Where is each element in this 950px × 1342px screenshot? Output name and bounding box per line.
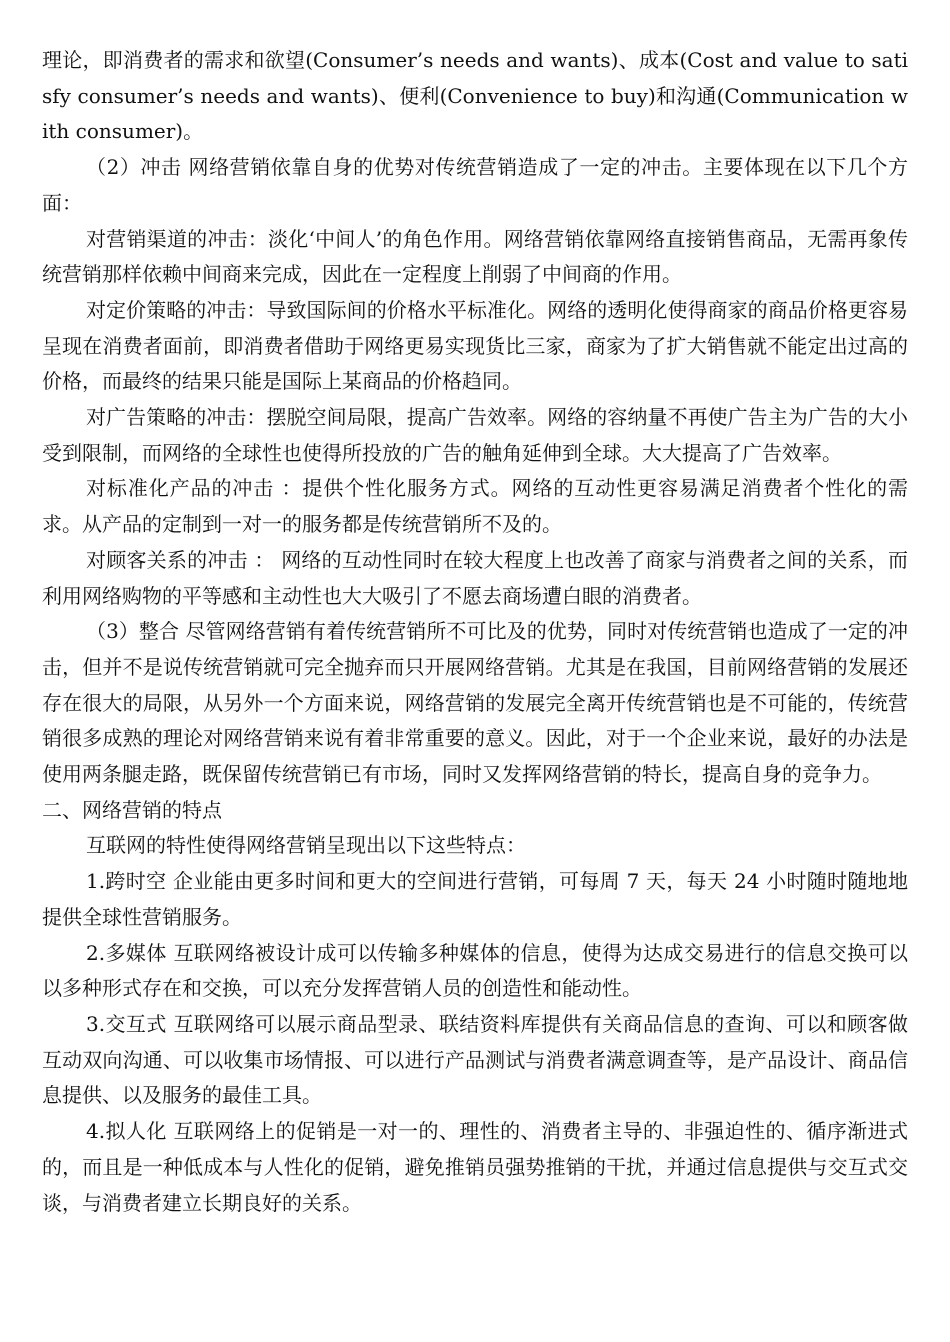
list-item-cross-time-space: 1.跨时空 企业能由更多时间和更大的空间进行营销，可每周 7 天，每天 24 小时随时随地地提供全球性营销服务。: [42, 869, 908, 929]
section-heading: 二、网络营销的特点: [42, 797, 222, 822]
list-item-personified: 4.拟人化 互联网络上的促销是一对一的、理性的、消费者主导的、非强迫性的、循序渐进式的，而且是一种低成本与人性化的促销，避免推销员强势推销的干扰，并通过信息提供与交互式交谈，与消费者建立长期良好的关系。: [42, 1119, 908, 1215]
paragraph-customer-impact: 对顾客关系的冲击 ： 网络的互动性同时在较大程度上也改善了商家与消费者之间的关系，而利用网络购物的平等感和主动性也大大吸引了不愿去商场遭白眼的消费者。: [42, 547, 908, 608]
paragraph-pricing-impact: 对定价策略的冲击：导致国际间的价格水平标准化。网络的透明化使得商家的商品价格更容易呈现在消费者面前，即消费者借助于网络更易实现货比三家，商家为了扩大销售就不能定出过高的价格，而最终的结果只能是国际上某商品的价格趋同。: [42, 297, 908, 394]
list-item-multimedia: 2.多媒体 互联网络被设计成可以传输多种媒体的信息，使得为达成交易进行的信息交换可以以多种形式存在和交换，可以充分发挥营销人员的创造性和能动性。: [42, 940, 908, 1001]
paragraph-impact-intro: （2）冲击 网络营销依靠自身的优势对传统营销造成了一定的冲击。主要体现在以下几个方面：: [42, 155, 908, 215]
paragraph-integration: （3）整合 尽管网络营销有着传统营销所不可比及的优势，同时对传统营销也造成了一定的冲击，但并不是说传统营销就可完全抛弃而只开展网络营销。尤其是在我国，目前网络营销的发展还存在很大的局限，从另外一个方面来说，网络营销的发展完全离开传统营销也是不可能的，传统营销很多成熟的理论对网络营销来说有着非常重要的意义。因此，对于一个企业来说，最好的办法是使用两条腿走路，既保留传统营销已有市场，同时又发挥网络营销的特长，提高自身的竞争力。: [42, 619, 908, 787]
paragraph-consumer-theory: 理论，即消费者的需求和欲望(Consumer’s needs and wants)、成本(Cost and value to satisfy consumer’s needs and wants)、便利(Convenience to buy)和沟通(Communication with consumer)。: [42, 48, 908, 144]
list-item-interactive: 3.交互式 互联网络可以展示商品型录、联结资料库提供有关商品信息的查询、可以和顾客做互动双向沟通、可以收集市场情报、可以进行产品测试与消费者满意调查等，是产品设计、商品信息提供、以及服务的最佳工具。: [42, 1011, 908, 1108]
paragraph-features-intro: 互联网的特性使得网络营销呈现出以下这些特点：: [86, 833, 526, 858]
paragraph-advertising-impact: 对广告策略的冲击：摆脱空间局限，提高广告效率。网络的容纳量不再使广告主为广告的大小受到限制，而网络的全球性也使得所投放的广告的触角延伸到全球。大大提高了广告效率。: [42, 405, 908, 465]
document-page: [42, 43, 908, 1221]
paragraph-channel-impact: 对营销渠道的冲击：淡化‘中间人’的角色作用。网络营销依靠网络直接销售商品，无需再象传统营销那样依赖中间商来完成，因此在一定程度上削弱了中间商的作用。: [42, 226, 908, 287]
paragraph-product-impact: 对标准化产品的冲击 ：提供个性化服务方式。网络的互动性更容易满足消费者个性化的需求。从产品的定制到一对一的服务都是传统营销所不及的。: [42, 476, 908, 537]
